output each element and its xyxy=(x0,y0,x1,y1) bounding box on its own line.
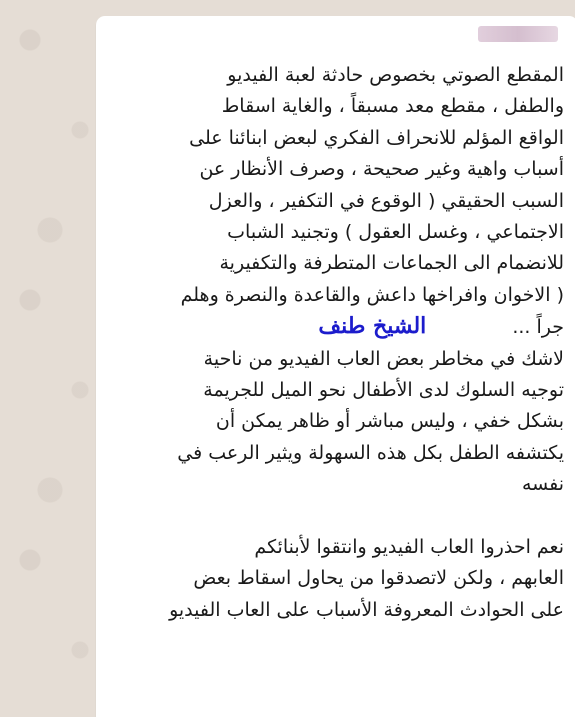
message-line: يكتشفه الطفل بكل هذه السهولة ويثير الرعب في xyxy=(177,441,564,464)
message-line: بشكل خفي ، وليس مباشر أو ظاهر يمكن أن xyxy=(215,410,564,433)
message-line: نفسه xyxy=(521,473,564,496)
message-bubble[interactable] xyxy=(96,16,575,717)
message-line: ( الاخوان وافراخها داعش والقاعدة والنصرة وهلم xyxy=(180,283,564,306)
message-line: نعم احذروا العاب الفيديو وانتقوا لأبنائكم xyxy=(254,535,564,558)
message-line: أسباب واهية وغير صحيحة ، وصرف الأنظار عن xyxy=(199,158,564,181)
message-line-with-signature xyxy=(124,311,564,343)
message-text xyxy=(124,60,564,626)
message-line: توجيه السلوك لدى الأطفال نحو الميل للجريمة xyxy=(203,379,564,402)
message-line: العابهم ، ولكن لاتصدقوا من يحاول اسقاط بعض xyxy=(193,567,564,590)
message-line: على الحوادث المعروفة الأسباب على العاب الفيديو xyxy=(169,598,564,621)
message-line: السبب الحقيقي ( الوقوع في التكفير ، والعزل xyxy=(208,189,564,212)
message-line: المقطع الصوتي بخصوص حادثة لعبة الفيديو xyxy=(227,64,564,86)
message-line: الواقع المؤلم للانحراف الفكري لبعض ابنائنا على xyxy=(189,126,564,149)
signature-label: الشيخ طنف xyxy=(318,313,427,340)
message-line: الاجتماعي ، وغسل العقول ) وتجنيد الشباب xyxy=(227,221,564,244)
message-line-end: جراً ... xyxy=(512,316,564,339)
message-line: لاشك في مخاطر بعض العاب الفيديو من ناحية xyxy=(203,347,564,370)
paragraph-gap xyxy=(124,501,564,532)
message-line: والطفل ، مقطع معد مسبقاً ، والغاية اسقاط xyxy=(221,95,564,118)
sender-name-blurred xyxy=(478,26,558,42)
message-line: للانضمام الى الجماعات المتطرفة والتكفيرية xyxy=(219,252,564,275)
